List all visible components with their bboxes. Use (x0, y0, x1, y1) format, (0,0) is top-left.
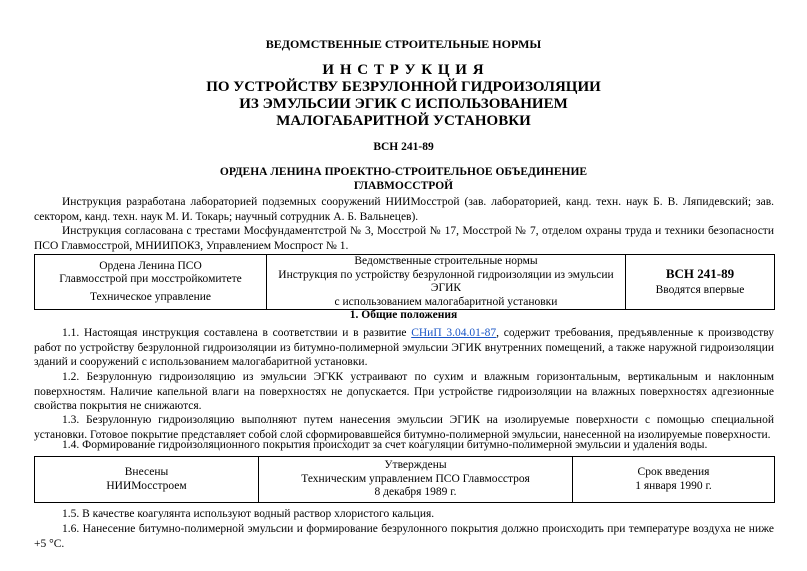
intro-text-1: Инструкция разработана лабораторией подземных сооружений НИИМосстрой (зав. лабораторией, канд. техн. наук Б. В. Ляпидевский; зав. сектором, канд. техн. наук М. И. Токарь; научный сотрудник А. Б. Вальнецев). (34, 196, 774, 223)
norm-type: Ведомственные строительные нормы (354, 255, 538, 267)
norm-code: ВСН 241-89 (665, 265, 735, 281)
clause-1-6-text: 1.6. Нанесение битумно-полимерной эмульсии и формирование безрулонного покрытия должно происходить при температуре воздуха не ниже +5 °С. (34, 523, 774, 550)
clause-1-5 (34, 507, 774, 522)
issuer-line1: Ордена Ленина ПСО (99, 259, 202, 272)
org-heading-line1: ОРДЕНА ЛЕНИНА ПРОЕКТНО-СТРОИТЕЛЬНОЕ ОБЪЕДИНЕНИЕ (219, 166, 588, 178)
doc-title-line2: ПО УСТРОЙСТВУ БЕЗРУЛОННОЙ ГИДРОИЗОЛЯЦИИ (206, 79, 601, 95)
intro-paragraph-1 (34, 195, 774, 224)
approved-by: Техническим управлением ПСО Главмосстроя (301, 472, 530, 485)
snip-link[interactable]: СНиП 3.04.01-87 (411, 327, 497, 339)
intro-paragraph-2 (34, 224, 774, 253)
approved-label: Утверждены (384, 459, 447, 472)
doc-title-line3: ИЗ ЭМУЛЬСИИ ЭГИК С ИСПОЛЬЗОВАНИЕМ (239, 96, 568, 112)
header-table-left-cell (35, 255, 267, 310)
issuer-line2: Главмосстрой при мосстройкомитете (59, 273, 242, 286)
norm-status: Вводятся впервые (655, 284, 745, 296)
introduced-by-label: Внесены (124, 466, 169, 478)
clause-1-1-text-b: , содержит требования, предъявленные к производству работ по устройству безрулонной гидроизоляции из битумно-полимерной эмульсии ЭГИК внутренних помещений, а также наружной гидроизоляции зданий и сооружений с использованием малогабаритной установки. (34, 327, 775, 368)
clause-1-6 (34, 522, 774, 551)
introduced-by-value: НИИМосстроем (106, 479, 187, 492)
effective-date-label: Срок введения (637, 466, 710, 478)
approval-right-cell (573, 457, 775, 503)
clause-1-2 (34, 370, 774, 414)
doc-title-line4: МАЛОГАБАРИТНОЙ УСТАНОВКИ (276, 113, 531, 129)
norm-title-line2: с использованием малогабаритной установки (334, 295, 558, 308)
doc-title-line1: И Н С Т Р У К Ц И Я (322, 62, 485, 78)
clause-1-2-text: 1.2. Безрулонную гидроизоляцию из эмульсии ЭГКК устраивают по сухим и влажным горизонтальным, вертикальным и наклонным поверхностям. Наличие капельной влаги на поверхностях не допускается. При устройстве гидроизоляции на влажных поверхностях адгезионные свойства покрытия не снижаются. (34, 371, 774, 412)
section-title: 1. Общие положения (349, 309, 458, 321)
header-table-right-cell (626, 255, 775, 310)
doc-code: ВСН 241-89 (373, 141, 434, 153)
header-table-mid-cell (267, 255, 626, 310)
norm-title-line1: Инструкция по устройству безрулонной гидроизоляции из эмульсии ЭГИК (278, 268, 614, 294)
effective-date-value: 1 января 1990 г. (635, 479, 712, 492)
intro-text-2: Инструкция согласована с трестами Мосфундаментстрой № 3, Мосстрой № 17, Мосстрой № 7, отделом охраны труда и техники безопасности ПСО Главмосстрой, МНИИПОКЗ, Управлением Моспрост № 1. (34, 225, 774, 252)
agency-heading: ВЕДОМСТВЕННЫЕ СТРОИТЕЛЬНЫЕ НОРМЫ (265, 37, 542, 51)
approval-table (34, 456, 775, 503)
approved-date: 8 декабря 1989 г. (374, 486, 457, 499)
clause-1-4 (34, 438, 774, 453)
org-heading-line2: ГЛАВМОССТРОЙ (353, 180, 454, 192)
clause-1-4-text: 1.4. Формирование гидроизоляционного покрытия происходит за счет коагуляции битумно-полимерной эмульсии и удаления воды. (62, 439, 708, 451)
clause-1-5-text: 1.5. В качестве коагулянта используют водный раствор хлористого кальция. (62, 508, 435, 520)
clause-1-3-text: 1.3. Безрулонную гидроизоляцию выполняют путем нанесения эмульсии ЭГИК на изолируемые поверхности с помощью специальной установки. Готовое покрытие представляет собой слой сформировавшейся битумно-полимерной эмульсии, нанесенной на изолируемые поверхности. (34, 414, 774, 441)
issuer-line3: Техническое управление (89, 290, 212, 303)
approval-left-cell (35, 457, 259, 503)
clause-1-1-text-a: 1.1. Настоящая инструкция составлена в соответствии и в развитие (62, 327, 412, 339)
clause-1-1 (34, 326, 774, 370)
header-table (34, 254, 775, 310)
approval-mid-cell (259, 457, 573, 503)
